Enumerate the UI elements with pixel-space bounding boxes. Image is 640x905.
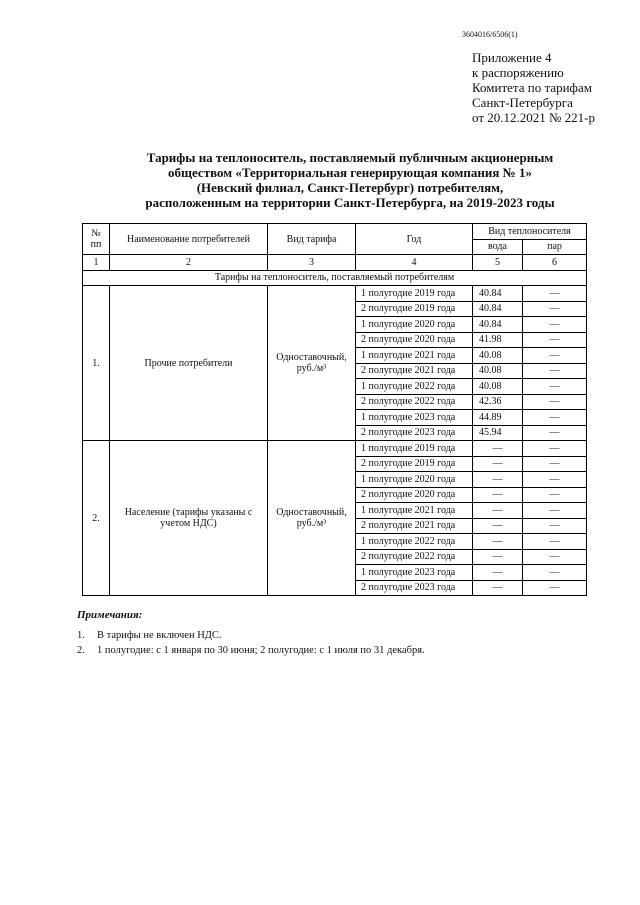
- steam-value: —: [523, 441, 587, 457]
- table-row: [83, 286, 587, 302]
- header-row: [83, 224, 587, 240]
- period-cell: 2 полугодие 2019 года: [356, 456, 473, 472]
- column-number: 2: [110, 255, 268, 271]
- period-cell: 2 полугодие 2019 года: [356, 301, 473, 317]
- period-cell: 2 полугодие 2023 года: [356, 580, 473, 596]
- water-value: 42.36: [473, 394, 523, 410]
- water-value: —: [473, 565, 523, 581]
- period-cell: 1 полугодие 2021 года: [356, 348, 473, 364]
- water-value: —: [473, 503, 523, 519]
- notes-title: Примечания:: [77, 609, 143, 621]
- steam-value: —: [523, 317, 587, 333]
- period-cell: 2 полугодие 2020 года: [356, 487, 473, 503]
- water-value: —: [473, 580, 523, 596]
- steam-value: —: [523, 503, 587, 519]
- document-number: 3604016/6506(1): [462, 30, 518, 39]
- period-cell: 1 полугодие 2020 года: [356, 317, 473, 333]
- steam-value: —: [523, 379, 587, 395]
- water-value: —: [473, 456, 523, 472]
- water-value: 40.84: [473, 301, 523, 317]
- water-value: 40.08: [473, 363, 523, 379]
- water-value: 40.84: [473, 317, 523, 333]
- steam-value: —: [523, 301, 587, 317]
- steam-value: —: [523, 410, 587, 426]
- water-value: 40.08: [473, 348, 523, 364]
- period-cell: 1 полугодие 2019 года: [356, 441, 473, 457]
- water-value: —: [473, 472, 523, 488]
- period-cell: 1 полугодие 2021 года: [356, 503, 473, 519]
- column-number: 4: [356, 255, 473, 271]
- steam-value: —: [523, 394, 587, 410]
- period-cell: 2 полугодие 2023 года: [356, 425, 473, 441]
- section-title: Тарифы на теплоноситель, поставляемый потребителям: [83, 270, 587, 286]
- steam-value: —: [523, 565, 587, 581]
- steam-value: —: [523, 332, 587, 348]
- title-line: обществом «Территориальная генерирующая компания № 1»: [168, 165, 532, 180]
- header-num: № пп: [83, 224, 110, 255]
- period-cell: 2 полугодие 2021 года: [356, 518, 473, 534]
- period-cell: 2 полугодие 2021 года: [356, 363, 473, 379]
- steam-value: —: [523, 286, 587, 302]
- water-value: 40.08: [473, 379, 523, 395]
- column-number-row: [83, 255, 587, 271]
- water-value: 41.98: [473, 332, 523, 348]
- row-number: 2.: [83, 441, 110, 596]
- steam-value: —: [523, 580, 587, 596]
- period-cell: 2 полугодие 2020 года: [356, 332, 473, 348]
- appendix-line: Приложение 4: [472, 50, 552, 65]
- title-line: Тарифы на теплоноситель, поставляемый публичным акционерным: [146, 150, 554, 165]
- note-text: 1 полугодие: с 1 января по 30 июня; 2 полугодие: с 1 июля по 31 декабря.: [97, 645, 425, 656]
- appendix-line: Комитета по тарифам: [472, 80, 592, 95]
- header-tariff-type: Вид тарифа: [268, 224, 356, 255]
- steam-value: —: [523, 363, 587, 379]
- period-cell: 1 полугодие 2022 года: [356, 534, 473, 550]
- column-number: 6: [523, 255, 587, 271]
- tariff-type: Одноставочный, руб./м³: [268, 286, 356, 441]
- title-line: расположенным на территории Санкт-Петербурга, на 2019-2023 годы: [145, 195, 555, 210]
- note-number: 2.: [77, 645, 85, 656]
- water-value: 45.94: [473, 425, 523, 441]
- header-carrier: Вид теплоносителя: [473, 224, 587, 240]
- steam-value: —: [523, 472, 587, 488]
- column-number: 1: [83, 255, 110, 271]
- header-water: вода: [473, 239, 523, 255]
- water-value: —: [473, 549, 523, 565]
- appendix-block: [472, 50, 595, 125]
- water-value: —: [473, 441, 523, 457]
- period-cell: 1 полугодие 2023 года: [356, 565, 473, 581]
- header-year: Год: [356, 224, 473, 255]
- document-title: [60, 150, 640, 210]
- steam-value: —: [523, 456, 587, 472]
- tariff-table: [82, 223, 587, 596]
- appendix-line: от 20.12.2021 № 221-р: [472, 110, 595, 125]
- steam-value: —: [523, 518, 587, 534]
- period-cell: 2 полугодие 2022 года: [356, 549, 473, 565]
- water-value: —: [473, 518, 523, 534]
- steam-value: —: [523, 534, 587, 550]
- note-item: [77, 630, 425, 645]
- header-consumer: Наименование потребителей: [110, 224, 268, 255]
- tariff-type: Одноставочный, руб./м³: [268, 441, 356, 596]
- section-row: [83, 270, 587, 286]
- consumer-name: Прочие потребители: [110, 286, 268, 441]
- note-text: В тарифы не включен НДС.: [97, 630, 222, 641]
- column-number: 3: [268, 255, 356, 271]
- steam-value: —: [523, 425, 587, 441]
- steam-value: —: [523, 348, 587, 364]
- column-number: 5: [473, 255, 523, 271]
- note-item: [77, 645, 425, 660]
- period-cell: 1 полугодие 2020 года: [356, 472, 473, 488]
- row-number: 1.: [83, 286, 110, 441]
- steam-value: —: [523, 549, 587, 565]
- period-cell: 1 полугодие 2022 года: [356, 379, 473, 395]
- appendix-line: Санкт-Петербурга: [472, 95, 573, 110]
- water-value: —: [473, 487, 523, 503]
- consumer-name: Население (тарифы указаны с учетом НДС): [110, 441, 268, 596]
- title-line: (Невский филиал, Санкт-Петербург) потребителям,: [196, 180, 504, 195]
- steam-value: —: [523, 487, 587, 503]
- period-cell: 2 полугодие 2022 года: [356, 394, 473, 410]
- appendix-line: к распоряжению: [472, 65, 564, 80]
- note-number: 1.: [77, 630, 85, 641]
- header-steam: пар: [523, 239, 587, 255]
- table-row: [83, 441, 587, 457]
- notes-list: [77, 630, 425, 660]
- water-value: —: [473, 534, 523, 550]
- period-cell: 1 полугодие 2019 года: [356, 286, 473, 302]
- period-cell: 1 полугодие 2023 года: [356, 410, 473, 426]
- water-value: 40.84: [473, 286, 523, 302]
- water-value: 44.89: [473, 410, 523, 426]
